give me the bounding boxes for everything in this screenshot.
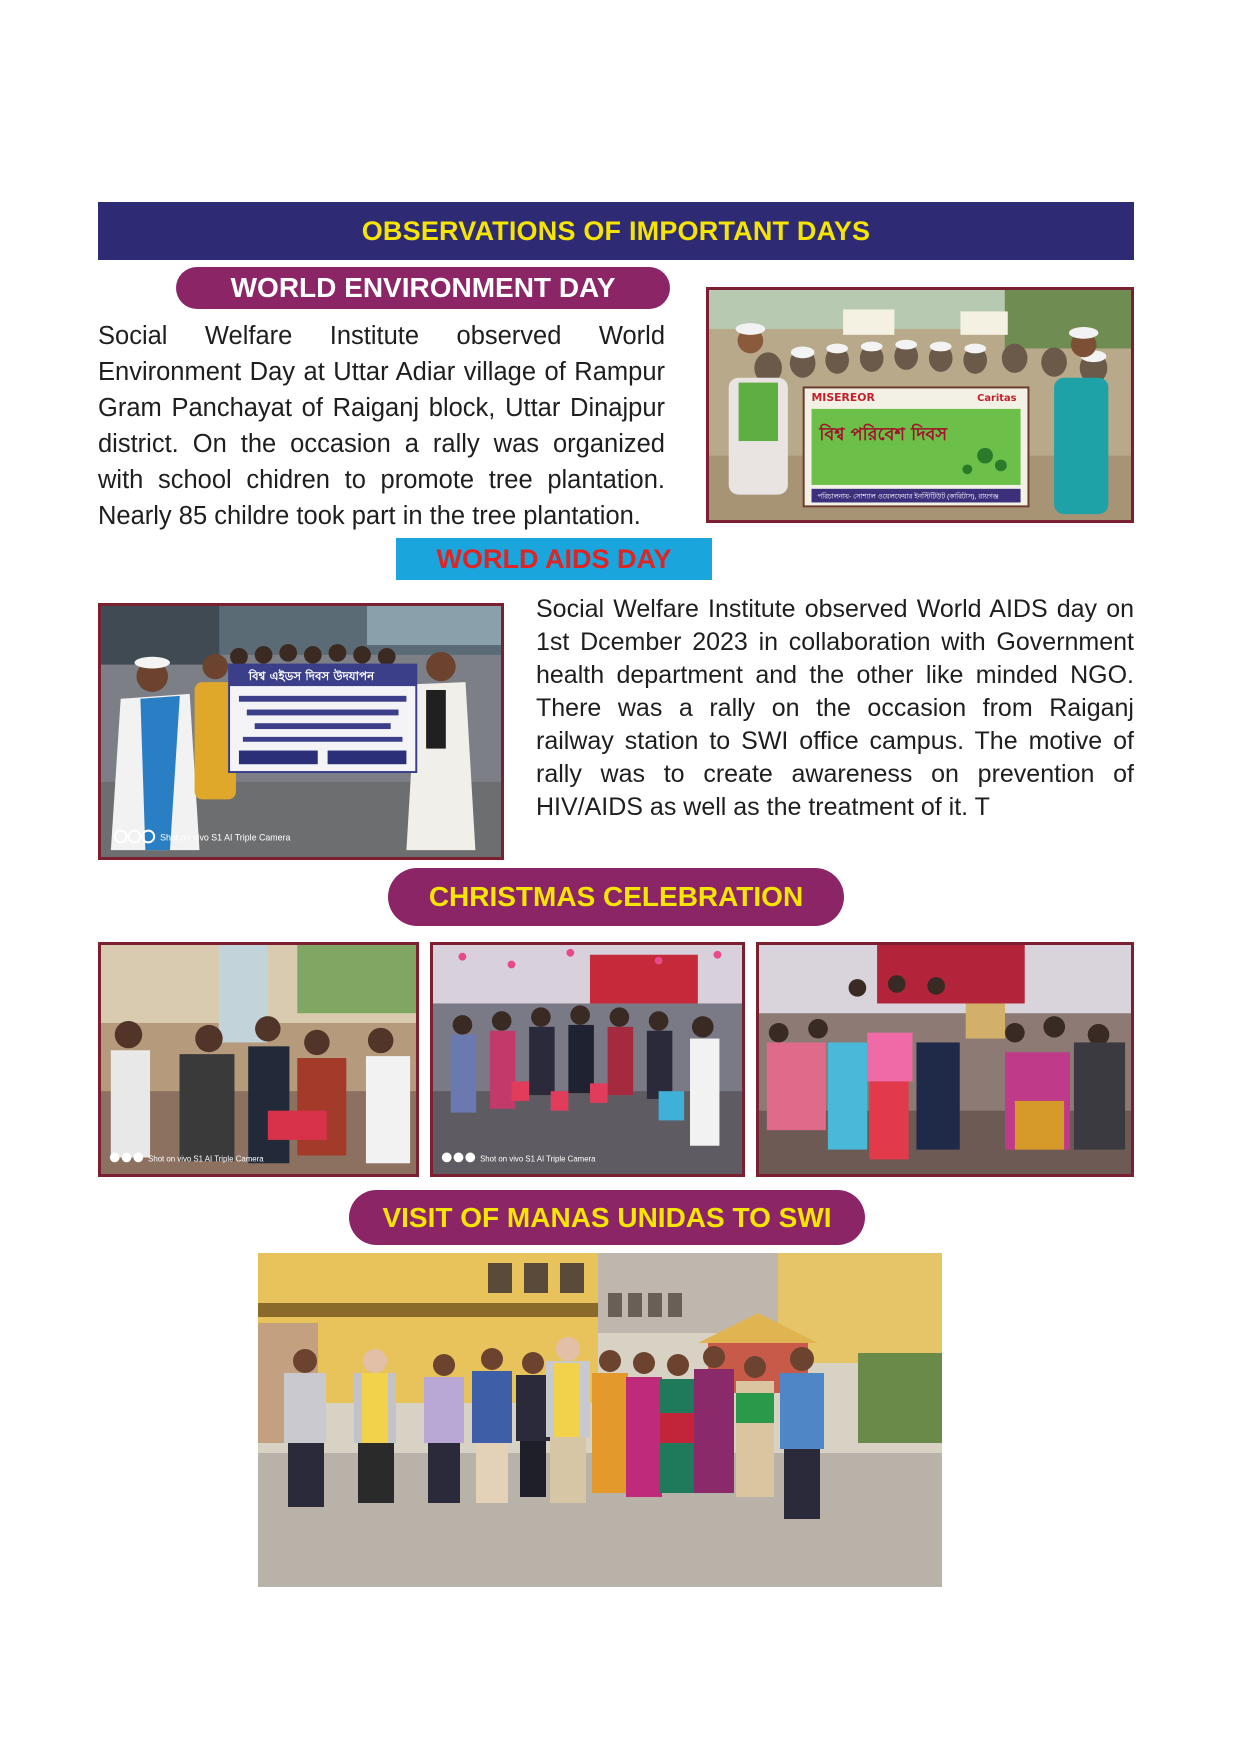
environment-banner-footer: পরিচালনায়- সোশ্যাল ওয়েলফেয়ার ইনস্টিটিউট (কারিটাস), রায়গঞ্জ [817,493,999,501]
aids-photo-watermark: Shot on vivo S1 AI Triple Camera [160,832,291,843]
environment-day-photo [706,287,1134,523]
environment-banner-title: বিশ্ব পরিবেশ দিবস [819,425,948,446]
environment-day-heading: WORLD ENVIRONMENT DAY [176,267,670,309]
christmas-gift-distribution-image [101,945,416,1174]
aids-day-heading: WORLD AIDS DAY [396,538,712,580]
christmas-photo-1 [98,942,419,1177]
section-banner [98,202,1134,260]
environment-banner-brand-right: Caritas [977,393,1017,405]
christmas-photo-1-watermark: Shot on vivo S1 AI Triple Camera [148,1154,264,1164]
aids-rally-image [101,606,501,857]
christmas-photo-2-watermark: Shot on vivo S1 AI Triple Camera [480,1154,596,1164]
section-banner-title: OBSERVATIONS OF IMPORTANT DAYS [361,215,871,246]
christmas-photo-3 [756,942,1134,1177]
aids-day-photo [98,603,504,860]
visit-group-image [258,1253,942,1587]
environment-banner-brand: MISEREOR [811,391,875,405]
environment-rally-image [709,290,1131,520]
christmas-photo-2 [430,942,745,1177]
christmas-heading: CHRISTMAS CELEBRATION [388,868,844,926]
environment-day-text: Social Welfare Institute observed World Environment Day at Uttar Adiar village of Rampur Gram Panchayat of Raiganj block, Uttar Dinajpur district. On the occasion a rally was organized with school chidren to promote tree plantation. Nearly 85 childre took part in the tree plantation. [98,322,665,530]
visit-heading: VISIT OF MANAS UNIDAS TO SWI [349,1190,865,1245]
visit-group-photo [258,1253,942,1587]
aids-day-text: Social Welfare Institute observed World AIDS day on 1st Dcember 2023 in collaboration with Government health department and the other like minded NGO. There was a rally on the occasion from Raiganj railway station to SWI office campus. The motive of rally was to create awareness on prevention of HIV/AIDS as well as the treatment of it. T [536,595,1134,821]
christmas-group-image [433,945,742,1174]
aids-banner-title: বিশ্ব এইডস দিবস উদযাপন [248,669,375,684]
christmas-children-gifts-image [759,945,1131,1174]
